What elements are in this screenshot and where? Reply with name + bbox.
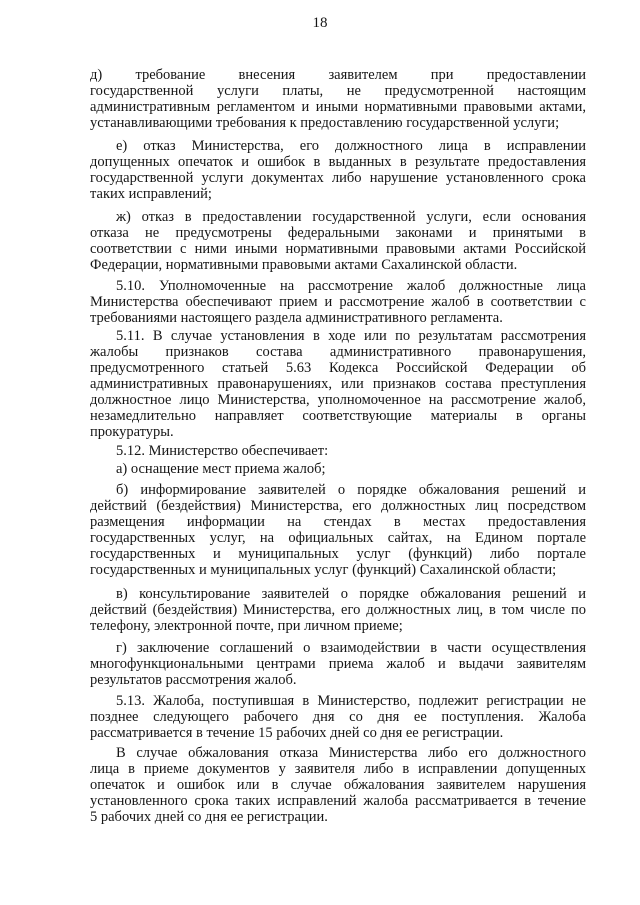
- text-line: требованиями настоящего раздела административного регламента.: [90, 310, 503, 326]
- text-line: прокуратуры.: [90, 424, 174, 440]
- text-line: д) требование внесения заявителем при предоставлении: [90, 67, 586, 83]
- text-line: установленного срока таких исправлений жалоба рассматривается в течение: [90, 793, 586, 809]
- text-line: отказа не предусмотрены федеральными законами и принятыми в: [90, 225, 586, 241]
- page-number: 18: [312, 15, 328, 31]
- text-line: размещения информации на стендах в местах предоставления: [90, 514, 586, 530]
- text-line: действий (бездействия) Министерства, его должностных лиц, в том числе по: [90, 602, 586, 618]
- text-line: государственных услуг, на официальных сайтах, на Едином портале: [90, 530, 586, 546]
- text-line: г) заключение соглашений о взаимодействии в части осуществления: [116, 640, 586, 656]
- text-line: 5 рабочих дней со дня ее регистрации.: [90, 809, 328, 825]
- text-line: соответствии с ними иными нормативными правовыми актами Российской: [90, 241, 586, 257]
- text-line: административных правонарушениях, или признаков состава преступления: [90, 376, 586, 392]
- text-line: в) консультирование заявителей о порядке обжалования решений и: [116, 586, 586, 602]
- text-line: устанавливающими требования к предоставлению государственной услуги;: [90, 115, 560, 131]
- text-line: опечаток и ошибок или в случае обжалования заявителем нарушения: [90, 777, 586, 793]
- text-line: лица в приеме документов у заявителя либо в исправлении допущенных: [90, 761, 586, 777]
- text-line: государственной услуги платы, не предусмотренной настоящим: [90, 83, 586, 99]
- text-line: предусмотренного статьей 5.63 Кодекса Российской Федерации об: [90, 360, 586, 376]
- text-line: Федерации, нормативными правовыми актами Сахалинской области.: [90, 257, 518, 273]
- text-line: ж) отказ в предоставлении государственной услуги, если основания: [116, 209, 586, 225]
- text-line: позднее следующего рабочего дня со дня ее поступления. Жалоба: [90, 709, 586, 725]
- text-line: административным регламентом и иными нормативными правовыми актами,: [90, 99, 586, 115]
- text-line: 5.12. Министерство обеспечивает:: [116, 443, 329, 459]
- text-line: 5.13. Жалоба, поступившая в Министерство, подлежит регистрации не: [116, 693, 586, 709]
- text-line: а) оснащение мест приема жалоб;: [116, 461, 326, 477]
- text-line: многофункциональными центрами приема жалоб и выдачи заявителям: [90, 656, 586, 672]
- text-line: действий (бездействия) Министерства, его должностных лиц посредством: [90, 498, 586, 514]
- text-line: должностное лицо Министерства, уполномоченное на рассмотрение жалоб,: [90, 392, 586, 408]
- text-line: е) отказ Министерства, его должностного лица в исправлении: [116, 138, 586, 154]
- text-line: жалобы признаков состава административного правонарушения,: [90, 344, 586, 360]
- text-line: государственных и муниципальных услуг (функций) либо портале: [90, 546, 586, 562]
- text-line: телефону, электронной почте, при личном приеме;: [90, 618, 403, 634]
- text-line: таких исправлений;: [90, 186, 212, 202]
- text-line: государственной услуги документах либо нарушение установленного срока: [90, 170, 586, 186]
- text-line: Министерства обеспечивают прием и рассмотрение жалоб в соответствии с: [90, 294, 586, 310]
- text-line: результатов рассмотрения жалоб.: [90, 672, 297, 688]
- text-line: б) информирование заявителей о порядке обжалования решений и: [116, 482, 586, 498]
- text-line: государственных и муниципальных услуг (функций) Сахалинской области;: [90, 562, 557, 578]
- text-line: допущенных опечаток и ошибок в выданных в результате предоставления: [90, 154, 586, 170]
- text-line: В случае обжалования отказа Министерства либо его должностного: [116, 745, 586, 761]
- text-line: 5.10. Уполномоченные на рассмотрение жалоб должностные лица: [116, 278, 586, 294]
- text-line: рассматривается в течение 15 рабочих дней со дня ее регистрации.: [90, 725, 504, 741]
- text-line: 5.11. В случае установления в ходе или по результатам рассмотрения: [116, 328, 586, 344]
- text-line: незамедлительно направляет соответствующие материалы в органы: [90, 408, 586, 424]
